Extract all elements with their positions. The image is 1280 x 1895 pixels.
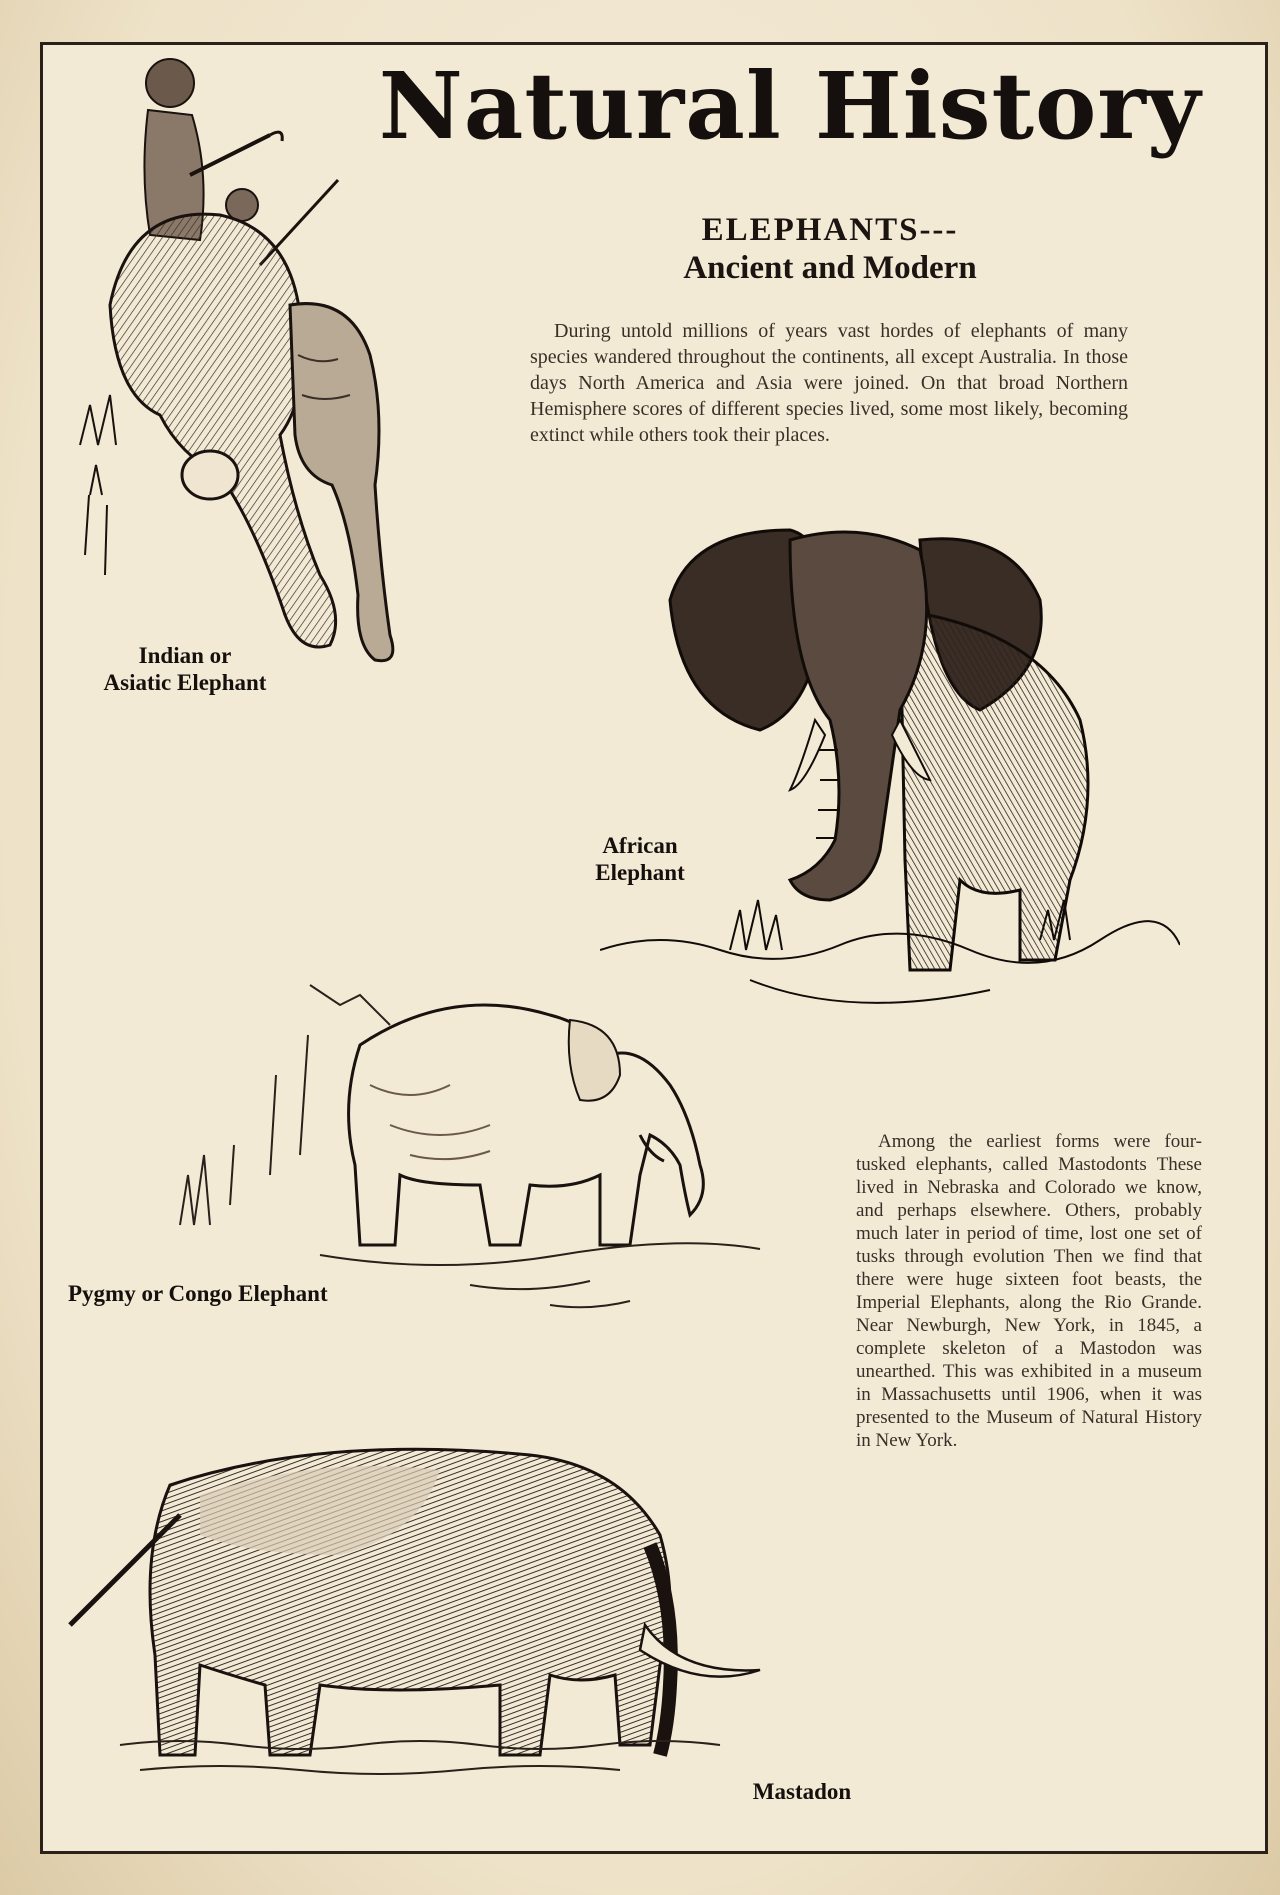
pygmy-elephant-illustration (170, 925, 770, 1325)
pygmy-elephant-caption: Pygmy or Congo Elephant (68, 1281, 328, 1306)
intro-paragraph: During untold millions of years vast hordes of elephants of many species wandered throughout the continents, all except Australia. In those days North America and Asia were joined. On that broad Northern Hemisphere scores of different species lived, some most likely, becoming extinct while others took their places. (530, 320, 1128, 446)
indian-caption-line-1: Indian or (138, 643, 232, 668)
indian-elephant-illustration (70, 55, 410, 675)
african-elephant-caption (560, 832, 720, 886)
mastodon-caption: Mastadon (752, 1779, 852, 1804)
mastodon-illustration (60, 1425, 820, 1785)
mastodon-paragraph: Among the earliest forms were four-tusked elephants, called Mastodonts These lived in Nebraska and Colorado we know, and perhaps elsewhere. Others, probably much later in period of time, lost one set of tusks through evolution Then we find that there were huge sixteen foot beasts, the Imperial Elephants, along the Rio Grande. Near Newburgh, New York, in 1845, a complete skeleton of a Mastodon was unearthed. This was exhibited in a museum in Massachusetts until 1906, when it was presented to the Museum of Natural History in New York. (856, 1131, 1202, 1451)
indian-caption-line-2: Asiatic Elephant (103, 670, 267, 695)
indian-elephant-caption (50, 642, 320, 696)
page-title: Natural History (378, 52, 1202, 160)
article-heading (560, 212, 1100, 288)
african-caption-line-2: Elephant (595, 860, 685, 885)
african-caption-line-1: African (602, 833, 678, 858)
article-heading-line-2: Ancient and Modern (683, 249, 977, 286)
article-heading-line-1: ELEPHANTS--- (701, 212, 959, 248)
